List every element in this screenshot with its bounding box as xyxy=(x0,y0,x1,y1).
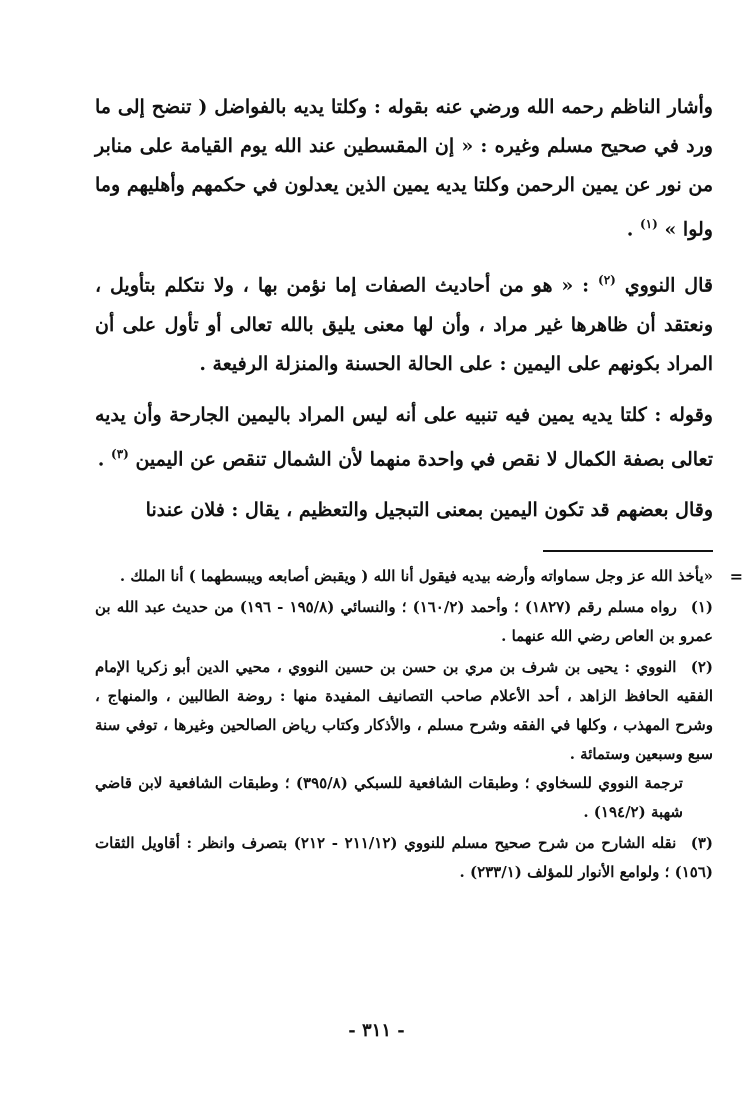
paragraph-text: وأشار الناظم رحمه الله ورضي عنه بقوله : وكلتا يديه بالفواضل ( تنضح إلى ما ورد في صحيح مسلم وغيره : « إن المقسطين عند الله يوم القيامة على منابر من نور عن يمين الرحمن وكلتا يديه يمين الذين يعدلون في حكمهم وأهليهم وما ولوا » xyxy=(95,96,713,241)
paragraph-tail: . xyxy=(97,447,105,470)
footnote-text: رواه مسلم رقم (١٨٢٧) ؛ وأحمد (١٦٠/٢) ؛ والنسائي (١٩٥/٨ - ١٩٦) من حديث عبد الله بن عمرو بن العاص رضي الله عنهما . xyxy=(95,597,713,645)
footnote-ref[interactable]: (٣) xyxy=(111,446,129,461)
footnote-text: «يأخذ الله عز وجل سماواته وأرضه بيديه فيقول أنا الله ( ويقبض أصابعه ويبسطهما ) أنا الملك . xyxy=(119,566,713,585)
paragraph-tail: : « هو من أحاديث الصفات إما نؤمن بها ، ولا نتكلم بتأويل ، ونعتقد أن ظاهرها غير مراد ، وأن لها معنى يليق بالله تعالى أو تأول على أن المراد بكونهم على اليمين : على الحالة الحسنة والمنزلة الرفيعة . xyxy=(95,274,713,375)
paragraph-text: وقوله : كلتا يديه يمين فيه تنبيه على أنه ليس المراد باليمين الجارحة وأن يديه تعالى بصفة الكمال لا نقص في واحدة منهما لأن الشمال تنقص عن اليمين xyxy=(95,403,713,470)
paragraph xyxy=(95,396,713,479)
footnotes xyxy=(95,562,743,887)
footnote-number: (١) xyxy=(690,597,714,616)
footnote-text: النووي : يحيى بن شرف بن مري بن حسن بن حسين النووي ، محيي الدين أبو زكريا الإمام الفقيه الحافظ الزاهد ، أحد الأعلام صاحب التصانيف المفيدة منها : روضة الطالبين ، والمنهاج ، وشرح المهذب ، وكلها في الفقه وشرح مسلم ، والأذكار وكتاب رياض الصالحين وغيرها ، توفي سنة سبع وسبعين وستمائة . xyxy=(95,657,713,763)
footnote-number: (٣) xyxy=(690,833,713,852)
footnote-ref[interactable]: (١) xyxy=(639,217,658,231)
footnote-divider xyxy=(543,550,713,552)
page-number: - ٣١١ - xyxy=(348,1020,405,1041)
continuation-mark: = xyxy=(729,566,743,586)
footnote-item xyxy=(95,653,713,827)
paragraph-text: وقال بعضهم قد تكون اليمين بمعنى التبجيل والتعظيم ، يقال : فلان عندنا xyxy=(145,498,713,521)
footnote-item xyxy=(95,829,713,887)
footnote-subtext: ترجمة النووي للسخاوي ؛ وطبقات الشافعية للسبكي (٣٩٥/٨) ؛ وطبقات الشافعية لابن قاضي شهبة (١٩٤/٢) . xyxy=(95,773,683,821)
footnote-text: نقله الشارح من شرح صحيح مسلم للنووي (٢١١/١٢ - ٢١٢) بتصرف وانظر : أقاويل الثقات (١٥٦) ؛ ولوامع الأنوار للمؤلف (٢٣٣/١) . xyxy=(95,833,713,881)
paragraph xyxy=(95,491,713,530)
footnote-number: (٢) xyxy=(690,657,713,676)
paragraph xyxy=(95,261,713,383)
page-body xyxy=(95,88,743,889)
footnote-item xyxy=(95,593,713,651)
footnote-ref[interactable]: (٢) xyxy=(598,273,616,288)
paragraph-tail: . xyxy=(626,218,634,241)
paragraph-text: قال النووي xyxy=(624,274,713,297)
paragraph xyxy=(95,88,713,249)
footnote-continuation xyxy=(95,562,743,591)
